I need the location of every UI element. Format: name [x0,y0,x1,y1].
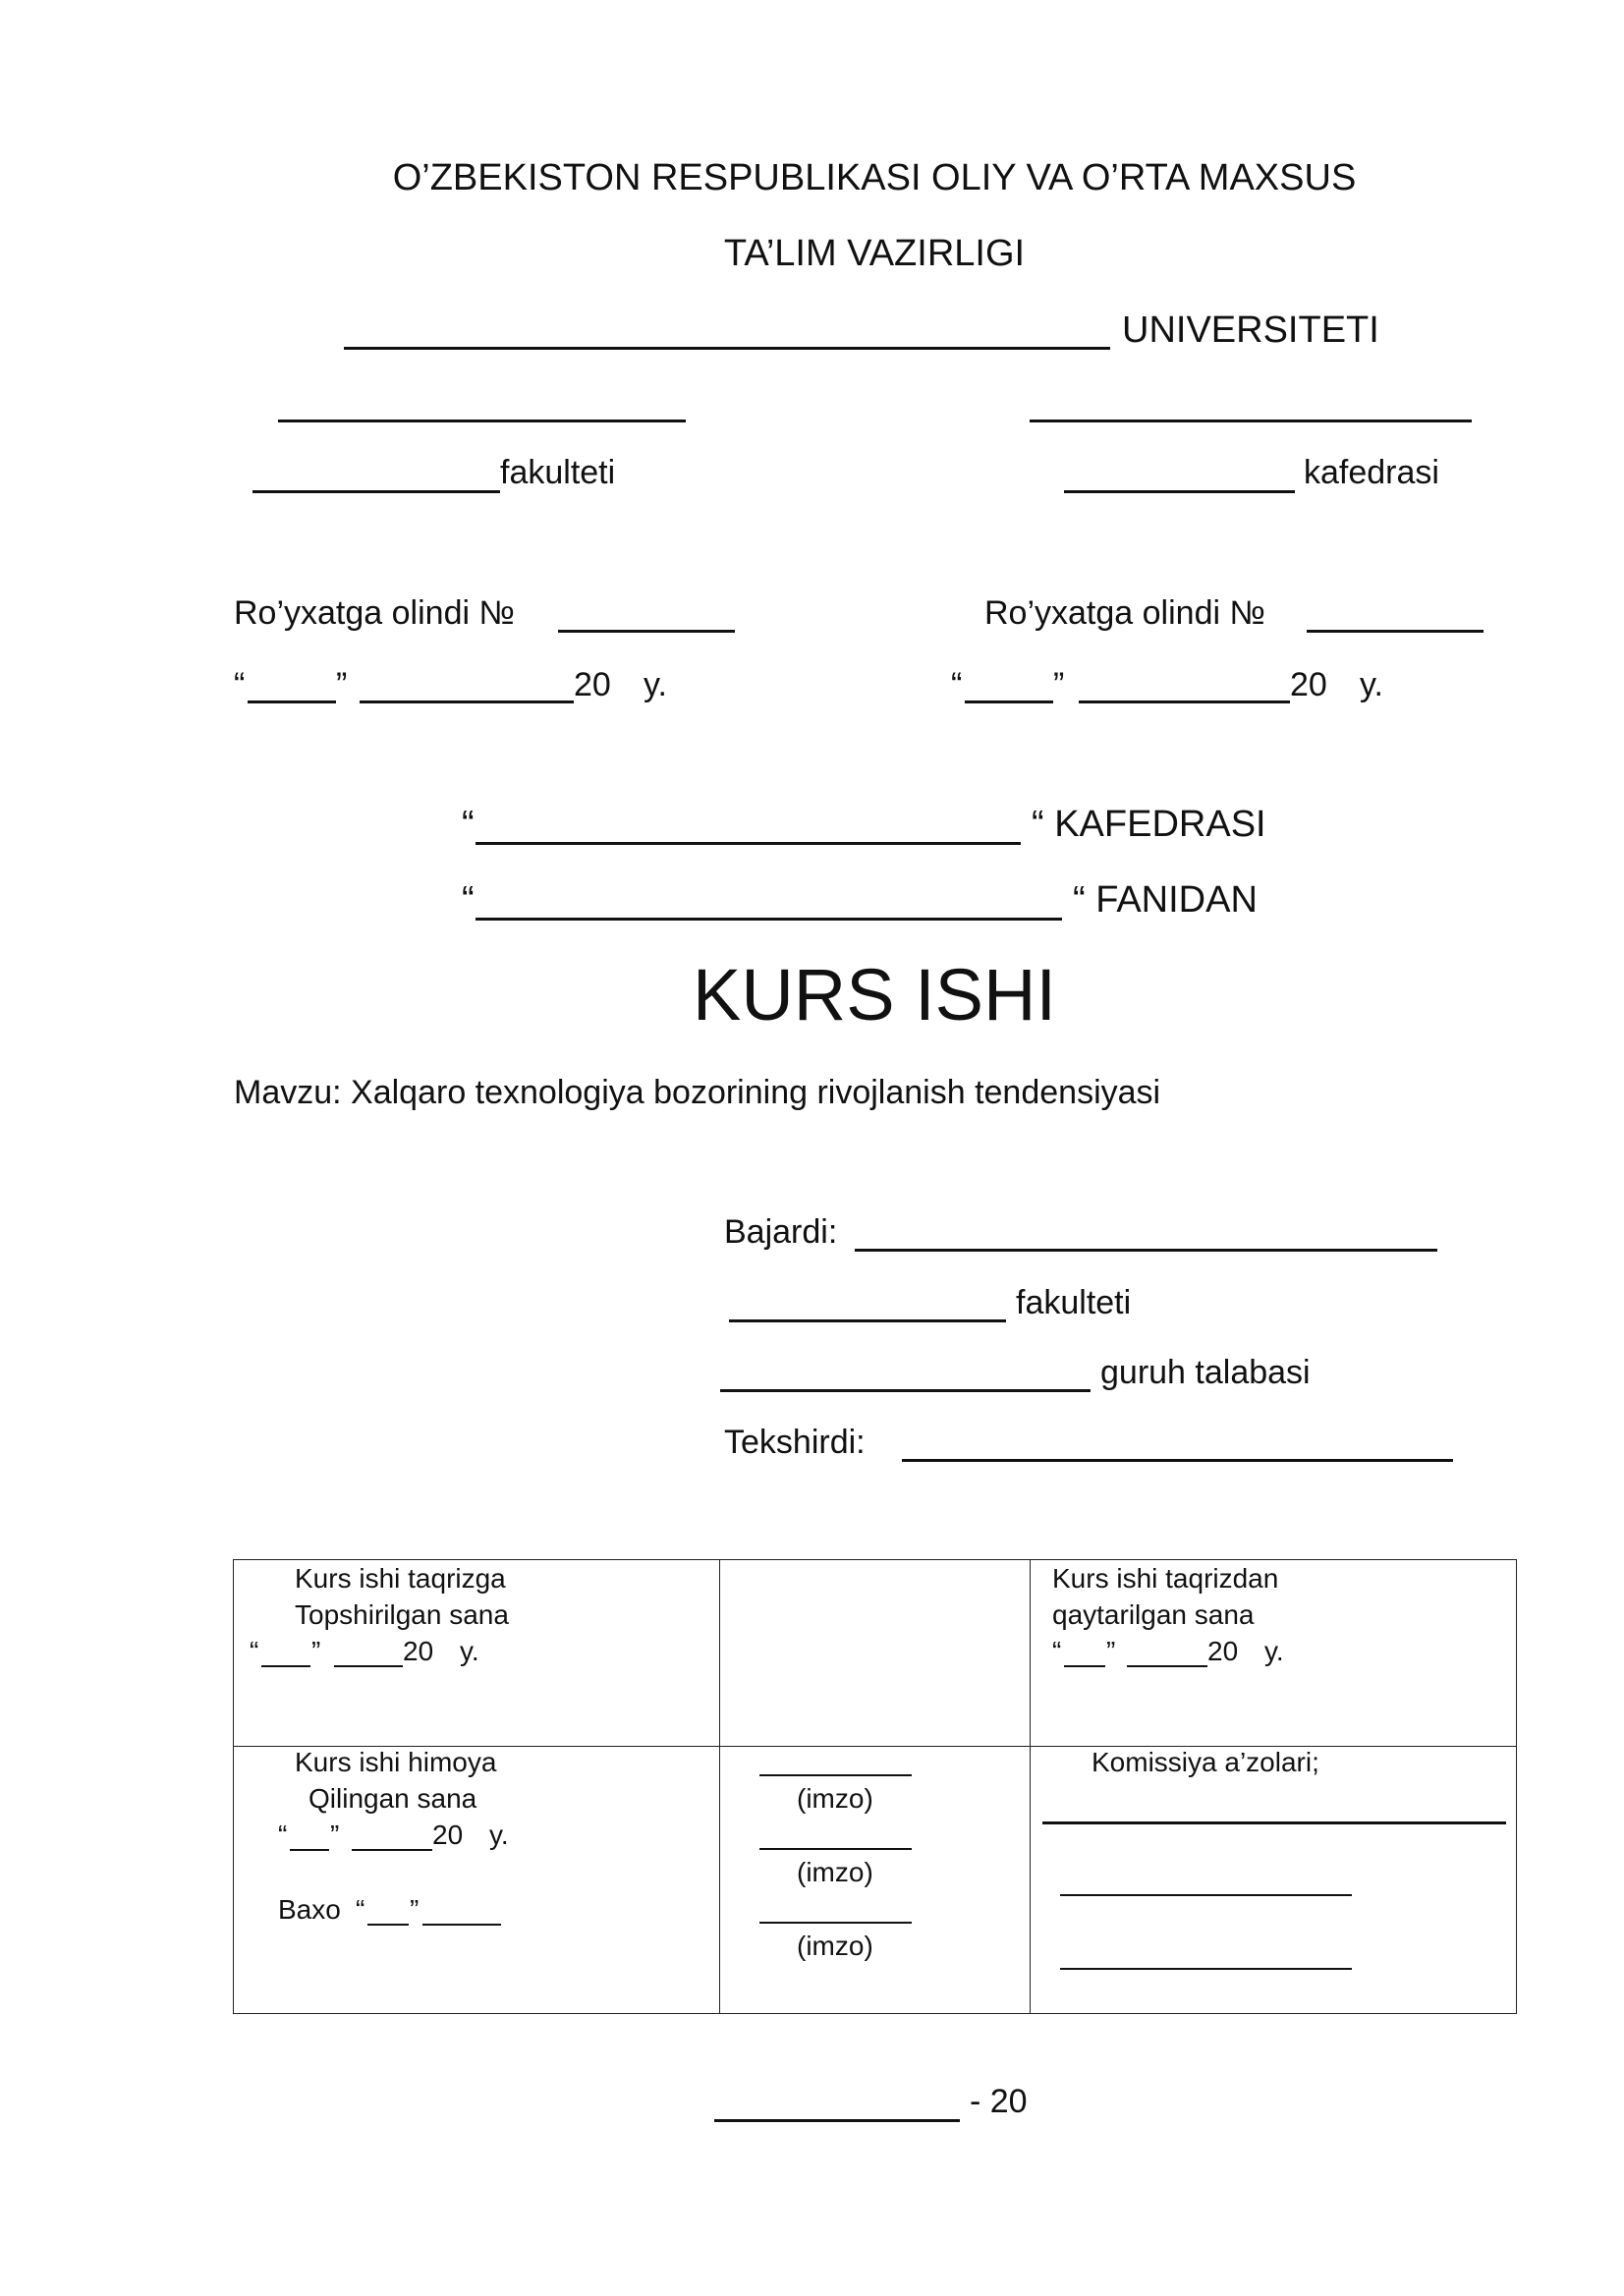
university-suffix: UNIVERSITETI [1122,309,1379,351]
fan-quote-open: “ [462,879,475,921]
review-submit-month-line [334,1665,403,1667]
review-return-line1: Kurs ishi taqrizdan [1052,1563,1279,1594]
university-name-line [344,347,1110,350]
signatures-cell [720,1747,1031,2014]
faculty-name-line [252,490,500,493]
defense-quote-open: “ [278,1820,288,1850]
review-submit-year-suffix: y. [460,1636,479,1666]
signature-line-1 [759,1774,912,1776]
defense-year: 20 [432,1820,464,1850]
review-return-line2: qaytarilgan sana [1052,1599,1255,1630]
ministry-line-2: TA’LIM VAZIRLIGI [723,233,1026,274]
reg-left-year: 20 [574,666,611,703]
done-by-line [855,1249,1437,1252]
reg-right-year: 20 [1290,666,1327,703]
kafedra-quote-open: “ [462,804,475,845]
review-submit-quote-open: “ [250,1636,259,1666]
ministry-line-1: O’ZBEKISTON RESPUBLIKASI OLIY VA O’RTA MAXSUS [392,157,1357,198]
commission-label: Komissiya a’zolari; [1092,1747,1319,1777]
group-student-label: guruh talabasi [1100,1354,1311,1391]
reg-right-quote-open: “ [951,666,963,703]
department-label: kafedrasi [1304,454,1439,491]
kafedra-name-line [476,842,1021,845]
grade-value-line [367,1924,409,1926]
defense-year-suffix: y. [489,1820,509,1850]
performer-faculty-line [729,1319,1006,1322]
grade-quote-close: ” [410,1894,420,1925]
defense-line2: Qilingan sana [308,1783,477,1814]
reg-right-month-line [1079,700,1290,703]
registration-left-label: Ro’yxatga olindi № [234,594,515,632]
signature-line-2 [759,1848,912,1850]
commission-cell [1031,1747,1517,2014]
review-return-year-suffix: y. [1264,1636,1284,1666]
review-submit-day-line [261,1665,310,1667]
review-submit-line2: Topshirilgan sana [295,1599,509,1630]
defense-line1: Kurs ishi himoya [295,1747,497,1777]
review-return-quote-close: ” [1106,1636,1116,1666]
signature-label-3: (imzo) [797,1931,873,1961]
registration-right-number-line [1307,630,1484,633]
review-submit-year: 20 [403,1636,434,1666]
signature-line-3 [759,1922,912,1924]
faculty-label: fakulteti [500,454,616,491]
reg-right-day-line [965,700,1053,703]
reg-left-year-suffix: y. [644,666,667,703]
topic: Mavzu: Xalqaro texnologiya bozorining rivojlanish tendensiyasi [234,1074,1161,1111]
empty-middle-cell [720,1560,1031,1747]
grade-label: Baxo [278,1894,341,1925]
registration-left-number-line [558,630,735,633]
checked-by-label: Tekshirdi: [724,1424,866,1461]
review-submit-cell [234,1560,720,1747]
department-name-line [1064,490,1295,493]
reg-right-quote-close: ” [1053,666,1065,703]
grade-quote-open: “ [356,1894,365,1925]
defense-month-line [352,1849,432,1851]
blank-line-left [278,420,686,422]
review-return-year: 20 [1207,1636,1239,1666]
fan-name-line [476,918,1062,921]
defense-cell [234,1747,720,2014]
review-return-quote-open: “ [1052,1636,1062,1666]
signature-label-1: (imzo) [797,1783,873,1814]
review-return-day-line [1064,1665,1105,1667]
commission-member-line-2 [1060,1894,1352,1896]
performer-faculty-label: fakulteti [1016,1284,1132,1321]
registration-right-label: Ro’yxatga olindi № [984,594,1265,632]
review-submit-quote-close: ” [311,1636,321,1666]
signature-label-2: (imzo) [797,1857,873,1887]
blank-line-right [1030,420,1472,422]
reg-left-quote-open: “ [234,666,246,703]
reg-left-month-line [360,700,574,703]
review-table [233,1559,1517,2014]
reg-left-day-line [248,700,336,703]
grade-word-line [422,1924,501,1926]
defense-day-line [290,1849,329,1851]
checked-by-line [902,1459,1453,1462]
commission-member-line-3 [1060,1968,1352,1970]
reg-left-quote-close: ” [336,666,348,703]
review-return-cell [1031,1560,1517,1747]
kafedra-suffix: “ KAFEDRASI [1032,804,1266,845]
group-line [720,1389,1091,1392]
done-by-label: Bajardi: [724,1213,838,1251]
document-title: KURS ISHI [692,954,1057,1036]
review-return-month-line [1127,1665,1207,1667]
city-line [714,2119,960,2122]
commission-member-line-1 [1042,1821,1506,1824]
defense-quote-close: ” [330,1820,340,1850]
review-submit-line1: Kurs ishi taqrizga [295,1563,506,1594]
fan-suffix: “ FANIDAN [1073,879,1258,921]
reg-right-year-suffix: y. [1360,666,1383,703]
footer-year: - 20 [970,2083,1028,2120]
